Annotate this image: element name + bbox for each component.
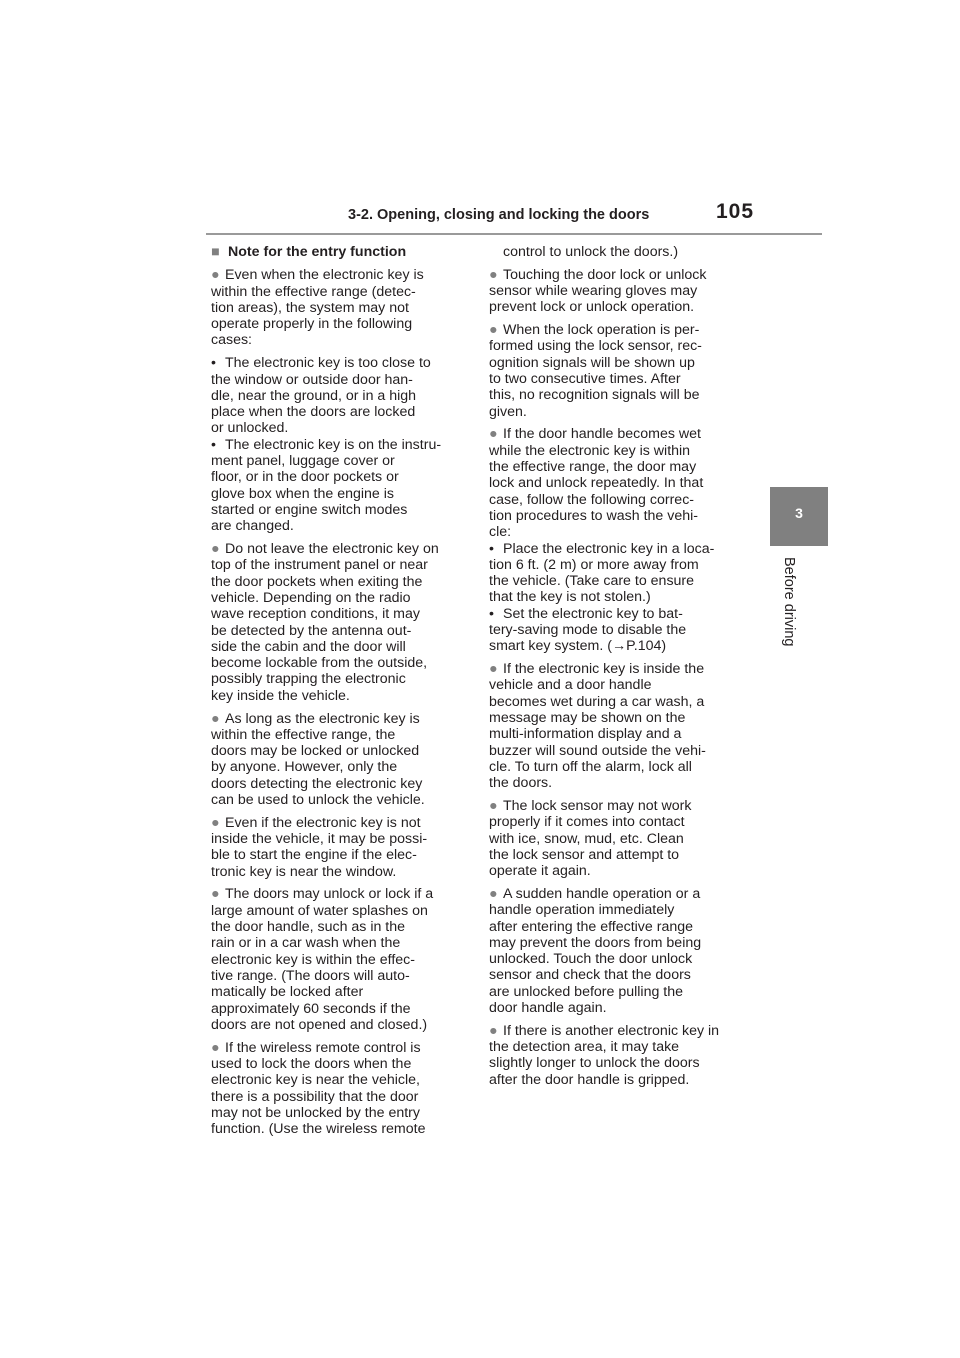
text-line: used to lock the doors when the [211, 1055, 412, 1072]
text-line: wave reception conditions, it may [211, 606, 420, 623]
text-line: tronic key is near the window. [211, 863, 397, 880]
text-line: top of the instrument panel or near [211, 557, 428, 574]
text-line: properly if it comes into contact [489, 814, 685, 831]
list-item [489, 798, 741, 879]
text-line: Place the electronic key in a loca- [503, 540, 715, 557]
text-line: prevent lock or unlock operation. [489, 299, 695, 316]
text-line: buzzer will sound outside the vehi- [489, 742, 706, 759]
sub-item-lines [489, 605, 741, 639]
list-item [489, 661, 741, 791]
text-line: The doors may unlock or lock if a [225, 886, 434, 903]
bullet-icon: ● [211, 1039, 220, 1056]
text-line: If the wireless remote control is [225, 1039, 421, 1056]
text-line: If there is another electronic key in [503, 1022, 720, 1039]
text-line: vehicle. Depending on the radio [211, 589, 411, 606]
list-item [489, 267, 741, 316]
bullet-icon: ● [211, 267, 220, 284]
text-line: electronic key is near the vehicle, [211, 1072, 420, 1089]
text-line: The electronic key is on the instru- [225, 436, 442, 453]
list-item [211, 1040, 463, 1138]
arrow-ref-icon: → [611, 638, 627, 655]
text-line: tery-saving mode to disable the [489, 622, 687, 639]
text-line: message may be shown on the [489, 710, 686, 727]
bullet-icon: ● [489, 426, 498, 443]
text-line: cle: [489, 524, 512, 541]
text-line: matically be locked after [211, 984, 364, 1001]
text-line: possibly trapping the electronic [211, 671, 406, 688]
text-line: the door pockets when exiting the [211, 573, 423, 590]
chapter-number: 3 [795, 505, 803, 521]
text-line: are unlocked before pulling the [489, 983, 684, 1000]
text-line: rain or in a car wash when the [211, 935, 401, 952]
header-divider [206, 233, 822, 235]
text-line: vehicle and a door handle [489, 677, 652, 694]
text-line: to two consecutive times. After [489, 371, 681, 388]
text-line: sensor and check that the doors [489, 967, 691, 984]
list-item [211, 886, 463, 1033]
text-line: while the electronic key is within [489, 442, 691, 459]
text-line: electronic key is within the effec- [211, 951, 415, 968]
text-line: with ice, snow, mud, etc. Clean [489, 830, 684, 847]
text-line: may prevent the doors from being [489, 934, 702, 951]
list-item [489, 322, 741, 420]
list-item [211, 267, 463, 348]
list-item [211, 711, 463, 809]
section-title: 3-2. Opening, closing and locking the doors [348, 207, 650, 223]
text-line: tion 6 ft. (2 m) or more away from [489, 556, 699, 573]
list-item [489, 426, 741, 540]
list-item [489, 1023, 741, 1088]
sub-list-item [489, 606, 741, 655]
text-line: operate it again. [489, 863, 591, 880]
text-line: formed using the lock sensor, rec- [489, 338, 702, 355]
text-line: cle. To turn off the alarm, lock all [489, 758, 692, 775]
bullet-icon: ● [489, 798, 498, 814]
bullet-icon: ● [211, 814, 220, 831]
text-line: handle operation immediately [489, 902, 675, 919]
page-reference-link[interactable]: P.104) [626, 638, 667, 655]
list-item [211, 541, 463, 704]
text-line: ognition signals will be shown up [489, 354, 695, 371]
text-line: cases: [211, 332, 253, 349]
text-line: are changed. [211, 518, 294, 535]
list-item-continuation [489, 244, 741, 260]
text-line: the window or outside door han- [211, 371, 413, 388]
text-line: tion areas), the system may not [211, 299, 409, 316]
text-line: started or engine switch modes [211, 501, 408, 518]
dash-bullet-icon: • [489, 540, 494, 557]
text-line: may not be unlocked by the entry [211, 1104, 420, 1121]
text-line: ble to start the engine if the elec- [211, 847, 417, 864]
dash-bullet-icon: • [211, 436, 216, 453]
bullet-icon: ● [211, 886, 220, 903]
text-line: given. [489, 403, 527, 420]
text-line: sensor while wearing gloves may [489, 283, 698, 300]
text-line: door handle again. [489, 1000, 607, 1017]
text-line: Touching the door lock or unlock [503, 266, 707, 283]
text-line: As long as the electronic key is [225, 710, 420, 727]
text-line: Do not leave the electronic key on [225, 541, 439, 558]
text-line: the lock sensor and attempt to [489, 846, 680, 863]
text-line: glove box when the engine is [211, 485, 394, 502]
text-line: case, follow the following correc- [489, 491, 695, 508]
chapter-label: Before driving [781, 557, 797, 647]
text-line: this, no recognition signals will be [489, 387, 700, 404]
bullet-icon: ● [489, 322, 498, 339]
dash-bullet-icon: • [489, 605, 494, 622]
text-line: or unlocked. [211, 420, 289, 437]
bullet-icon: ● [489, 661, 498, 678]
text-line: doors may be locked or unlocked [211, 743, 420, 760]
continuation-text: control to unlock the doors.) [503, 244, 679, 260]
text-line: Even if the electronic key is not [225, 814, 421, 831]
text-line: that the key is not stolen.) [489, 589, 651, 606]
text-line: the effective range, the door may [489, 459, 697, 476]
text-line: If the electronic key is inside the [503, 661, 705, 678]
text-line: the door handle, such as in the [211, 919, 406, 936]
text-line: there is a possibility that the door [211, 1088, 419, 1105]
text-line: floor, or in the door pockets or [211, 469, 399, 486]
text-line: be detected by the antenna out- [211, 622, 412, 639]
text-line: Even when the electronic key is [225, 267, 424, 284]
text-line: A sudden handle operation or a [503, 885, 701, 902]
text-line: ment panel, luggage cover or [211, 453, 395, 470]
text-line: Set the electronic key to bat- [503, 605, 683, 622]
bullet-icon: ● [211, 541, 220, 558]
text-line: key inside the vehicle. [211, 687, 350, 704]
text-line: within the effective range, the [211, 726, 396, 743]
text-line: become lockable from the outside, [211, 655, 428, 672]
sub-list-item [211, 355, 463, 436]
text-line: the vehicle. (Take care to ensure [489, 573, 695, 590]
text-line: side the cabin and the door will [211, 638, 406, 655]
text-line: after the door handle is gripped. [489, 1071, 690, 1088]
text-line: approximately 60 seconds if the [211, 1000, 411, 1017]
section-heading [211, 244, 463, 260]
text-line: The lock sensor may not work [503, 798, 692, 814]
list-item [489, 886, 741, 1016]
text-line: slightly longer to unlock the doors [489, 1055, 700, 1072]
text-line: unlocked. Touch the door unlock [489, 951, 693, 968]
text-line: lock and unlock repeatedly. In that [489, 475, 704, 492]
right-column [489, 244, 741, 1095]
bullet-icon: ● [489, 266, 498, 283]
bullet-icon: ● [489, 885, 498, 902]
list-item [211, 815, 463, 880]
text-line: the doors. [489, 775, 553, 792]
text-line: When the lock operation is per- [503, 322, 700, 339]
sub-list-item [211, 437, 463, 535]
text-line: The electronic key is too close to [225, 355, 431, 372]
left-column [211, 244, 463, 1144]
bullet-icon: ● [489, 1022, 498, 1039]
text-line: within the effective range (detec- [211, 283, 416, 300]
dash-bullet-icon: • [211, 355, 216, 372]
chapter-tab[interactable] [770, 487, 828, 546]
text-line: operate properly in the following [211, 316, 413, 333]
text-line: after entering the effective range [489, 918, 694, 935]
text-line: the detection area, it may take [489, 1039, 680, 1056]
text-line: large amount of water splashes on [211, 902, 428, 919]
text-line: function. (Use the wireless remote [211, 1121, 426, 1138]
text-line: dle, near the ground, or in a high [211, 387, 417, 404]
sub-list-item [489, 541, 741, 606]
page-number: 105 [716, 200, 755, 223]
text-line: doors are not opened and closed.) [211, 1016, 428, 1033]
text-line: can be used to unlock the vehicle. [211, 792, 425, 808]
bullet-icon: ● [211, 710, 220, 727]
sub-item-last-line: smart key system. (→P.104) [489, 638, 667, 655]
text-line: tive range. (The doors will auto- [211, 967, 410, 984]
text-line: place when the doors are locked [211, 404, 416, 421]
text-line: doors detecting the electronic key [211, 775, 423, 792]
heading-text: Note for the entry function [228, 244, 407, 260]
text-line: multi-information display and a [489, 726, 682, 743]
text-line: tion procedures to wash the vehi- [489, 507, 698, 524]
text-line: by anyone. However, only the [211, 759, 398, 776]
text-line: inside the vehicle, it may be possi- [211, 831, 428, 848]
text-line: If the door handle becomes wet [503, 426, 701, 443]
square-bullet-icon: ■ [211, 244, 220, 260]
text-line: becomes wet during a car wash, a [489, 693, 705, 710]
